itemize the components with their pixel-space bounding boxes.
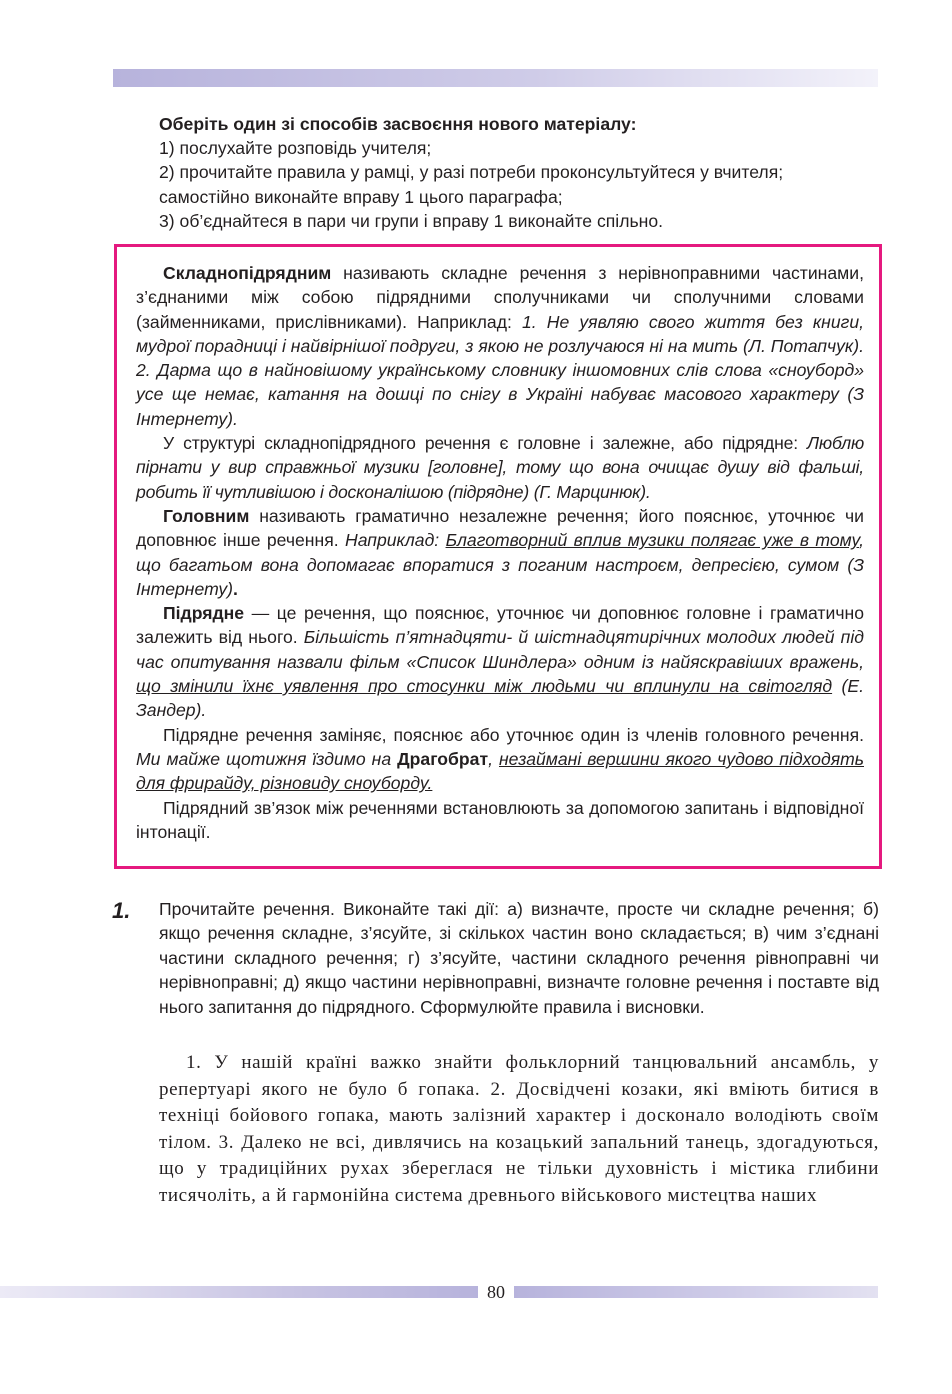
rule-paragraph-structure [136, 431, 864, 504]
header-decor-bar [113, 69, 878, 87]
example-text: Більшість п’ятнадцяти- й шістнадцятирічних молодих людей під час опитування назвали фільм «Список Шиндлера» одним із найяскравіших вражень, [136, 627, 864, 672]
example-text: 1. Не уявляю свого життя без книги, мудрої порадниці і найвірнішої подруги, з якою не розлучаюся ні на мить (Л. Потапчук). 2. Дарма що в найновішому українському словнику іншомовних слів слова «сноуборд» усе ще немає, катання на дошці по снігу в Україні набуває масового характеру (З Інтернету). [136, 311, 865, 429]
example-text: , що багатьом вона допомагає впоратися з поганим настроєм, депресією, сумом (З Інтернету) [136, 530, 864, 599]
subordinate-clause-underlined: незаймані вершини якого чудово підходять для фрирайду, різновиду сноуборду. [136, 748, 864, 794]
term-complex-subordinate: Складнопідрядним [163, 263, 332, 283]
example-text: Ми майже щотижня їздимо на [136, 748, 398, 769]
example-source: (Е. Зандер). [136, 676, 865, 721]
study-method-instructions [159, 112, 881, 233]
grammar-rule-frame [114, 244, 882, 869]
rule-paragraph-subordinate-clause [136, 601, 864, 722]
example-lead: Наприклад: [345, 530, 446, 551]
sentence-end: . [233, 578, 238, 599]
rule-paragraph-main-clause [136, 504, 864, 601]
main-clause-underlined: Благотворний вплив музики полягає уже в тому [445, 530, 860, 551]
exercise-task: Прочитайте речення. Виконайте такі дії: а) визначте, просте чи складне речення; б) якщо речення складне, з’ясуйте, зі скількох частин воно складається; в) чим з’єднані частини складного речення; г) з’ясуйте, частини складного речення рівноправні чи нерівноправні; д) якщо частини нерівноправні, визначте головне речення і поставте від нього запитання до підрядного. Сформулюйте правила і висновки. [159, 899, 879, 1017]
footer-decor-bar-left [0, 1286, 478, 1298]
definition-text: називають граматично незалежне речення; його пояснює, уточнює чи доповнює інше речення. [136, 505, 864, 551]
definition-text: називають складне речення з нерівноправними частинами, з’єднаними між собою підрядними сполучниками чи сполучними словами (займенниками, прислівниками). Наприклад: [136, 263, 864, 332]
footer-decor-bar-right [514, 1286, 878, 1298]
definition-text: — це речення, що пояснює, уточнює чи доповнює головне і граматично залежить від нього. [136, 603, 864, 648]
term-main-clause: Головним [163, 505, 250, 526]
instructions-heading: Оберіть один зі способів засвоєння нового матеріалу: [159, 114, 637, 134]
instruction-line: 1) послухайте розповідь учителя; [159, 138, 432, 159]
subordinate-clause-underlined: що змінили їхнє уявлення про стосунки між людьми чи вплинули на світогляд [136, 676, 833, 697]
instruction-line: 2) прочитайте правила у рамці, у разі потреби проконсультуйтеся у вчителя; [159, 162, 784, 183]
page-number: 80 [487, 1282, 505, 1302]
exercise-sentences: 1. У нашій країні важко знайти фольклорний танцювальний ансамбль, у репертуарі якого не було б гопака. 2. Досвідчені козаки, які вміють битися в техніці бойового гопака, мають залізний характер і досконало володіють своїм тілом. 3. Далеко не всі, дивлячись на козацький запальний танець, здогадуються, що у традиційних рухах збереглася не тільки духовність і містика глибини тисячоліть, а й гармонійна система древнього військового мистецтва наших [159, 1052, 879, 1206]
grammar-rule-text [136, 261, 864, 844]
example-text: Люблю пірнати у вир справжньої музики [головне], тому що вона очищає душу від фальші, робить її чутливішою і досконалішою (підрядне) (Г. Марцинюк). [136, 433, 864, 502]
instruction-line: 3) об’єднайтеся в пари чи групи і вправу 1 виконайте спільно. [159, 210, 664, 231]
term-subordinate-clause: Підрядне [163, 603, 245, 624]
replacement-text: Підрядне речення заміняє, пояснює або уточнює один із членів головного речення. [163, 724, 864, 745]
example-comma: , [488, 748, 499, 769]
connection-text: Підрядний зв’язок між реченнями встановлюють за допомогою запитань і відповідної інтонації. [136, 797, 864, 842]
place-name-bold: Драгобрат [397, 748, 489, 769]
rule-paragraph-replacement [136, 723, 864, 796]
exercise-number: 1. [112, 898, 131, 923]
instruction-line: самостійно виконайте вправу 1 цього параграфа; [159, 186, 563, 207]
rule-paragraph-definition [136, 261, 864, 431]
structure-text: У структурі складнопідрядного речення є головне і залежне, або підрядне: [163, 433, 808, 454]
rule-paragraph-connection [136, 796, 864, 845]
